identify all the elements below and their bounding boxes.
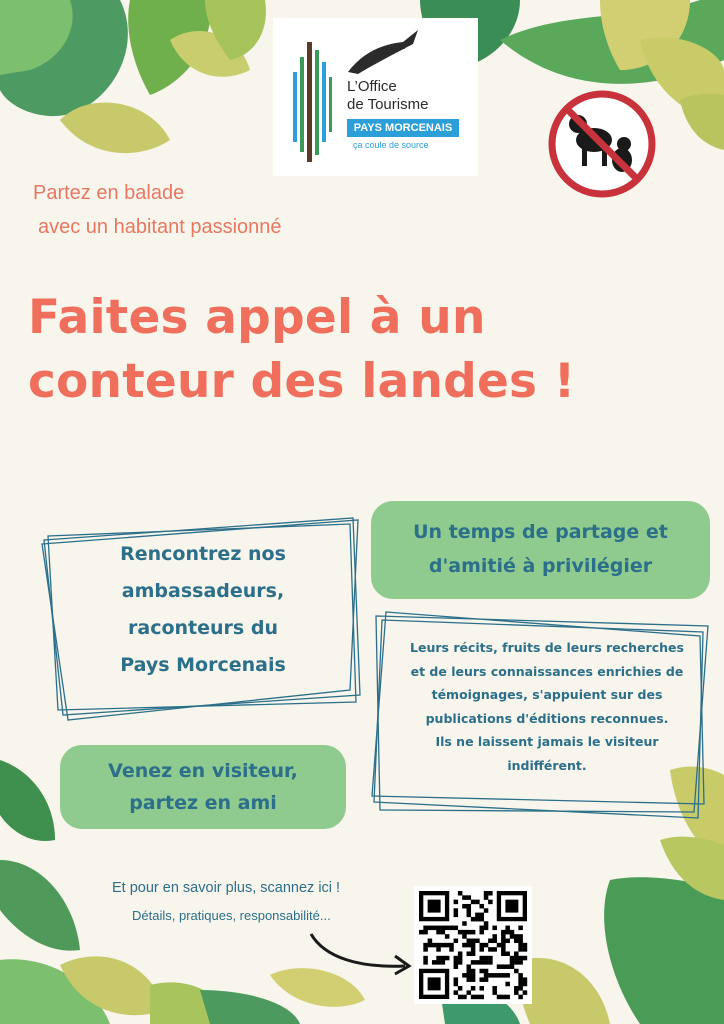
intro-line1: Partez en balade bbox=[33, 182, 185, 204]
stories-line3: témoignages, s'appuient sur des bbox=[431, 687, 663, 702]
tourism-office-logo bbox=[273, 18, 478, 176]
sharing-line1: Un temps de partage et bbox=[413, 521, 668, 543]
headline-line1: Faites appel à un bbox=[28, 290, 486, 345]
stork-icon bbox=[343, 22, 423, 78]
sharing-line2: d'amitié à privilégier bbox=[428, 555, 653, 577]
scan-line2: Détails, pratiques, responsabilité... bbox=[132, 908, 331, 923]
intro-line2: avec un habitant passionné bbox=[38, 216, 282, 238]
headline bbox=[28, 286, 668, 414]
leaf-top-left bbox=[0, 0, 266, 153]
logo-line2: de Tourisme bbox=[347, 96, 429, 113]
logo-line1: L’Office bbox=[347, 78, 397, 95]
qr-code-pattern bbox=[414, 886, 532, 1004]
sharing-pill bbox=[371, 501, 710, 599]
stories-line4: publications d'éditions reconnues. bbox=[425, 710, 669, 726]
visitor-line1: Venez en visiteur, bbox=[108, 760, 298, 782]
ambassadors-line2: ambassadeurs, bbox=[121, 580, 285, 602]
logo-tagline: ça coule de source bbox=[353, 140, 429, 150]
ambassadors-line4: Pays Morcenais bbox=[120, 654, 286, 676]
stories-line1: Leurs récits, fruits de leurs recherches bbox=[410, 640, 684, 655]
stories-line6: indifférent. bbox=[507, 757, 587, 773]
ambassadors-line3: raconteurs du bbox=[128, 617, 278, 639]
visitor-pill bbox=[60, 745, 346, 829]
scan-line1: Et pour en savoir plus, scannez ici ! bbox=[112, 880, 341, 896]
logo-badge: PAYS MORCENAIS bbox=[347, 119, 459, 137]
stories-line2: et de leurs connaissances enrichies de bbox=[410, 663, 684, 679]
visitor-line2: partez en ami bbox=[129, 792, 277, 814]
no-pets-icon bbox=[546, 88, 658, 200]
stories-box bbox=[388, 636, 706, 777]
logo-bars-icon bbox=[291, 32, 343, 166]
headline-line2: conteur des landes ! bbox=[28, 354, 576, 409]
arrow-icon bbox=[305, 928, 415, 978]
ambassadors-line1: Rencontrez nos bbox=[120, 543, 286, 565]
stories-line5: Ils ne laissent jamais le visiteur bbox=[435, 734, 659, 749]
qr-code[interactable] bbox=[414, 886, 532, 1004]
ambassadors-box bbox=[78, 536, 328, 684]
